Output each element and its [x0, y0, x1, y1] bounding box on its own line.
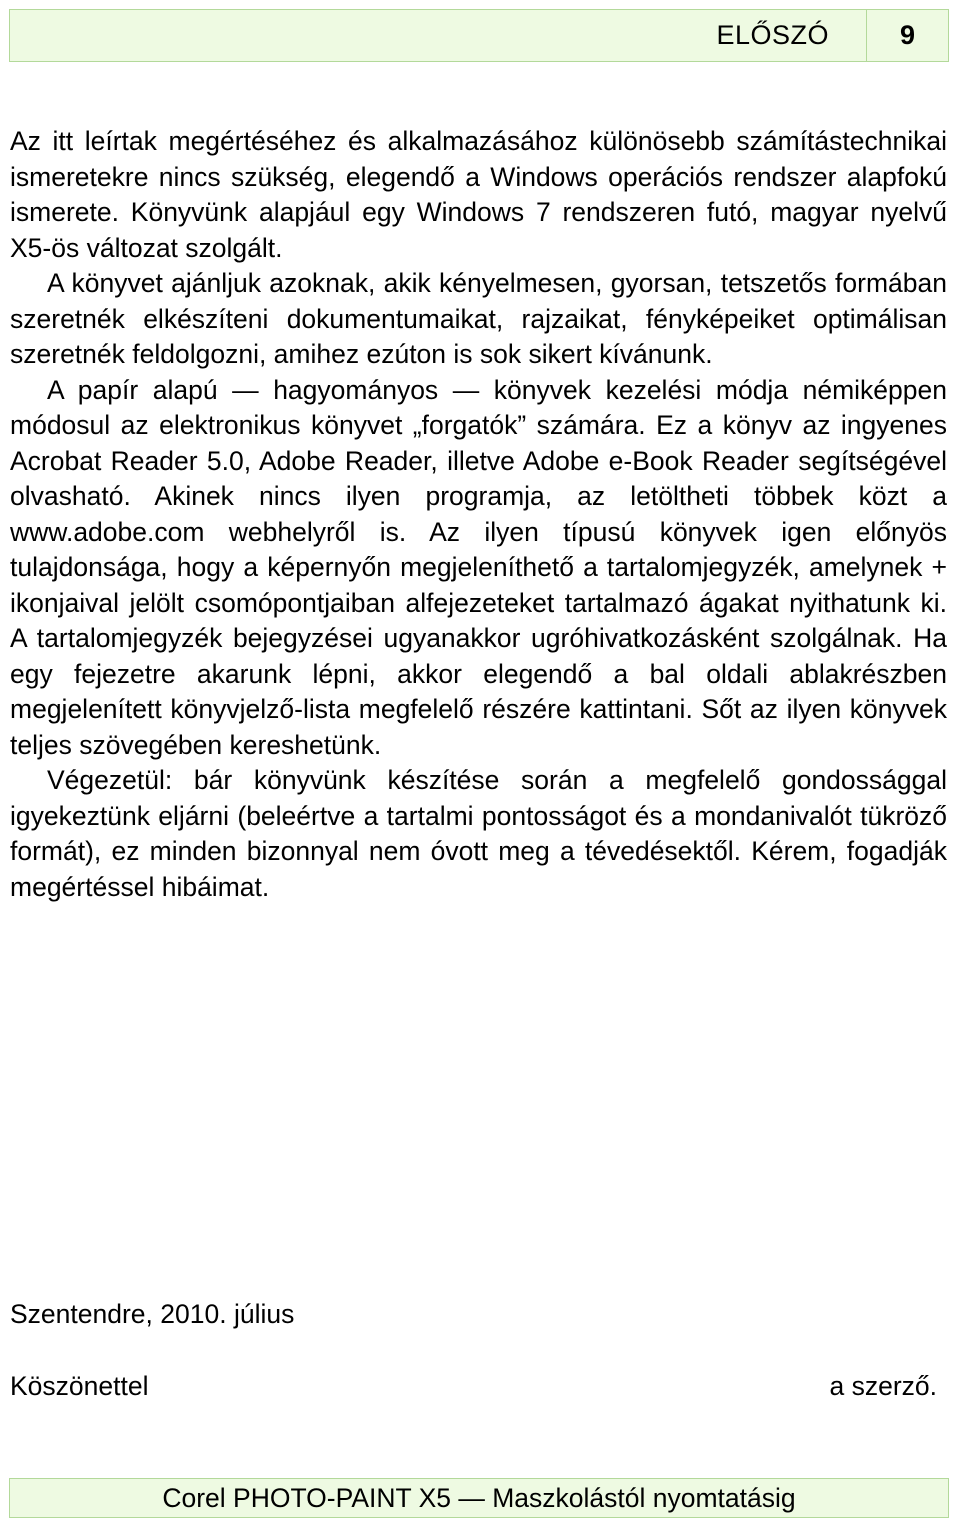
- page-number: 9: [899, 20, 916, 50]
- thanks-text: Köszönettel: [10, 1371, 149, 1401]
- body-text: [10, 124, 947, 905]
- place-date: Szentendre, 2010. július: [10, 1299, 295, 1329]
- paragraph-ebook: A papír alapú — hagyományos — könyvek kezelési módja némiképpen módosul az elektronikus könyvet „forgatók” számára. Ez a könyv az ingyenes Acrobat Reader 5.0, Adobe Reader, illetve Adobe e-Book Reader segítségével olvasható. Akinek nincs ilyen programja, az letöltheti többek közt a www.adobe.com webhelyről is. Az ilyen típusú könyvek igen előnyös tulajdonsága, hogy a képernyőn megjeleníthető a tartalomjegyzék, amelynek + ikonjaival jelölt csomópontjaiban alfejezeteket tartalmazó ágakat nyithatunk ki. A tartalomjegyzék bejegyzései ugyanakkor ugróhivatkozásként szolgálnak. Ha egy fejezetre akarunk lépni, akkor elegendő a bal oldali ablakrészben megjelenített könyvjelző-lista megfelelő részére kattintani. Sőt az ilyen könyvek teljes szövegében kereshetünk.: [10, 374, 947, 760]
- paragraph-audience: A könyvet ajánljuk azoknak, akik kényelmesen, gyorsan, tetszetős formában szeretnék elkészíteni dokumentumaikat, rajzaikat, fényképeiket optimálisan szeretnék feldolgozni, amihez ezúton is sok sikert kívánunk.: [10, 268, 947, 369]
- page-footer: Corel PHOTO-PAINT X5 — Maszkolástól nyomtatásig: [9, 1478, 949, 1518]
- chapter-title: ELŐSZÓ: [716, 20, 829, 50]
- paragraph-closing: Végezetül: bár könyvünk készítése során a megfelelő gondossággal igyekeztünk eljárni (beleértve a tartalmi pontosságot és a mondanivalót tükröző formát), ez minden bizonnyal nem óvott meg a tévedésektől. Kérem, fogadják megértéssel hibáimat.: [10, 765, 947, 902]
- paragraph-intro: Az itt leírtak megértéséhez és alkalmazásához különösebb számítástechnikai ismeretekre nincs szükség, elegendő a Windows operációs rendszer alapfokú ismerete. Könyvünk alapjául egy Windows 7 rendszeren futó, magyar nyelvű X5-ös változat szolgált.: [10, 126, 947, 263]
- page-header: [9, 9, 949, 62]
- author-signoff: a szerző.: [829, 1371, 937, 1401]
